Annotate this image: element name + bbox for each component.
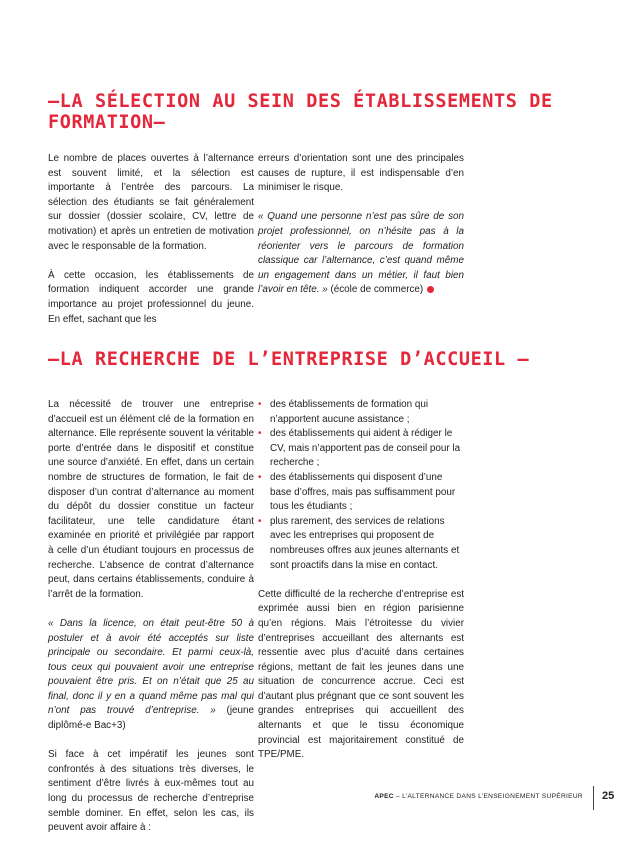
- footer-text: – L’ALTERNANCE DANS L’ENSEIGNEMENT SUPÉRIEUR: [393, 793, 583, 800]
- section1-column-left: [48, 152, 254, 342]
- paragraph: La nécessité de trouver une entreprise d’accueil est un élément clé de la formation en alternance. Elle représente souvent la véritable porte d’entrée dans le dispositif et constitue une source d’anxiété. En effet, dans un certain nombre de structures de formation, le fait de disposer d’un contrat d’alternance au moment du dépôt du dossier constitue un facteur facilitateur, une telle candidature étant examinée en priorité et privilégiée par rapport à celle d’un étudiant toujours en processus de recherche. L’absence de contrat d’alternance peut, dans certains établissements, conduire à l’arrêt de la formation.: [48, 399, 254, 600]
- quote-source: (école de commerce): [327, 284, 424, 296]
- footer-divider: [593, 786, 594, 810]
- quote-paragraph: [48, 617, 254, 734]
- list-item: • des établissements qui disposent d’une base d’offres, mais pas suffisamment pour tous les étudiants ;: [258, 471, 464, 515]
- section-title-selection: –LA SÉLECTION AU SEIN DES ÉTABLISSEMENTS DE FORMATION–: [48, 91, 553, 133]
- list-item: • plus rarement, des services de relations avec les entreprises qui proposent de nombreuses offres aux jeunes alternants et sont proactifs dans la mise en contact.: [258, 515, 464, 573]
- paragraph: Le nombre de places ouvertes à l’alternance est souvent limité, et la sélection est importante à l’entrée des parcours. La sélection des étudiants se fait généralement sur dossier (dossier scolaire, CV, lettre de motivation) et après un entretien de motivation avec le responsable de la formation.: [48, 153, 254, 252]
- quote-text: « Dans la licence, on était peut-être 50 à postuler et à avoir été acceptés sur liste principale ou secondaire. Et parmi ceux-là, tous ceux qui pouvaient avoir une entreprise pouvaient être pris. Et on n’était que 25 au final, donc il y en a quand même pas mal qui n’ont pas trouvé d’entreprise. »: [48, 617, 254, 717]
- paragraph: Si face à cet impératif les jeunes sont confrontés à des situations très diverses, le sentiment d’être livrés à eux-mêmes tout au long du processus de recherche d’entreprise semble dominer. En effet, selon les cas, ils peuvent avoir affaire à :: [48, 749, 254, 834]
- list-item: • des établissements qui aident à rédiger le CV, mais n’apportent pas de conseil pour la recherche ;: [258, 427, 464, 471]
- end-dot-icon: [427, 286, 434, 293]
- section1-column-right: [258, 152, 464, 313]
- quote-paragraph: [258, 210, 464, 298]
- list-item: • des établissements de formation qui n’apportent aucune assistance ;: [258, 398, 464, 427]
- quote-text: « Quand une personne n’est pas sûre de son projet professionnel, on n’hésite pas à la réorienter vers le parcours de formation classique car l’alternance, c’est quand même un engagement dans un métier, il faut bien l’avoir en tête. »: [258, 211, 464, 296]
- section2-column-left: [48, 398, 254, 850]
- bullet-list: [258, 398, 464, 573]
- paragraph: À cette occasion, les établissements de formation indiquent accorder une grande importance au projet professionnel du jeune. En effet, sachant que les: [48, 269, 254, 325]
- quote-source: (jeune diplômé-e Bac+3): [48, 705, 255, 732]
- section2-column-right: [258, 398, 464, 777]
- section-title-recherche: –LA RECHERCHE DE L’ENTREPRISE D’ACCUEIL –: [48, 349, 530, 370]
- paragraph: Cette difficulté de la recherche d’entreprise est exprimée aussi bien en région parisienne qu’en régions. Mais l’étroitesse du vivier d’entreprises accueillant des alternants est ressentie avec plus d’acuité dans certaines régions, mettant de fait les jeunes dans une situation de concurrence accrue. Ceci est d’autant plus prégnant que ce sont souvent les grandes entreprises qui accueillent des alternants et que le tissu économique provincial est majoritairement constitué de TPE/PME.: [258, 588, 464, 761]
- paragraph: erreurs d’orientation sont une des principales causes de rupture, il est indispensable d’en minimiser le risque.: [258, 153, 464, 194]
- page-number: 25: [602, 790, 615, 802]
- page-footer: [300, 791, 583, 803]
- footer-brand: APEC: [374, 793, 394, 800]
